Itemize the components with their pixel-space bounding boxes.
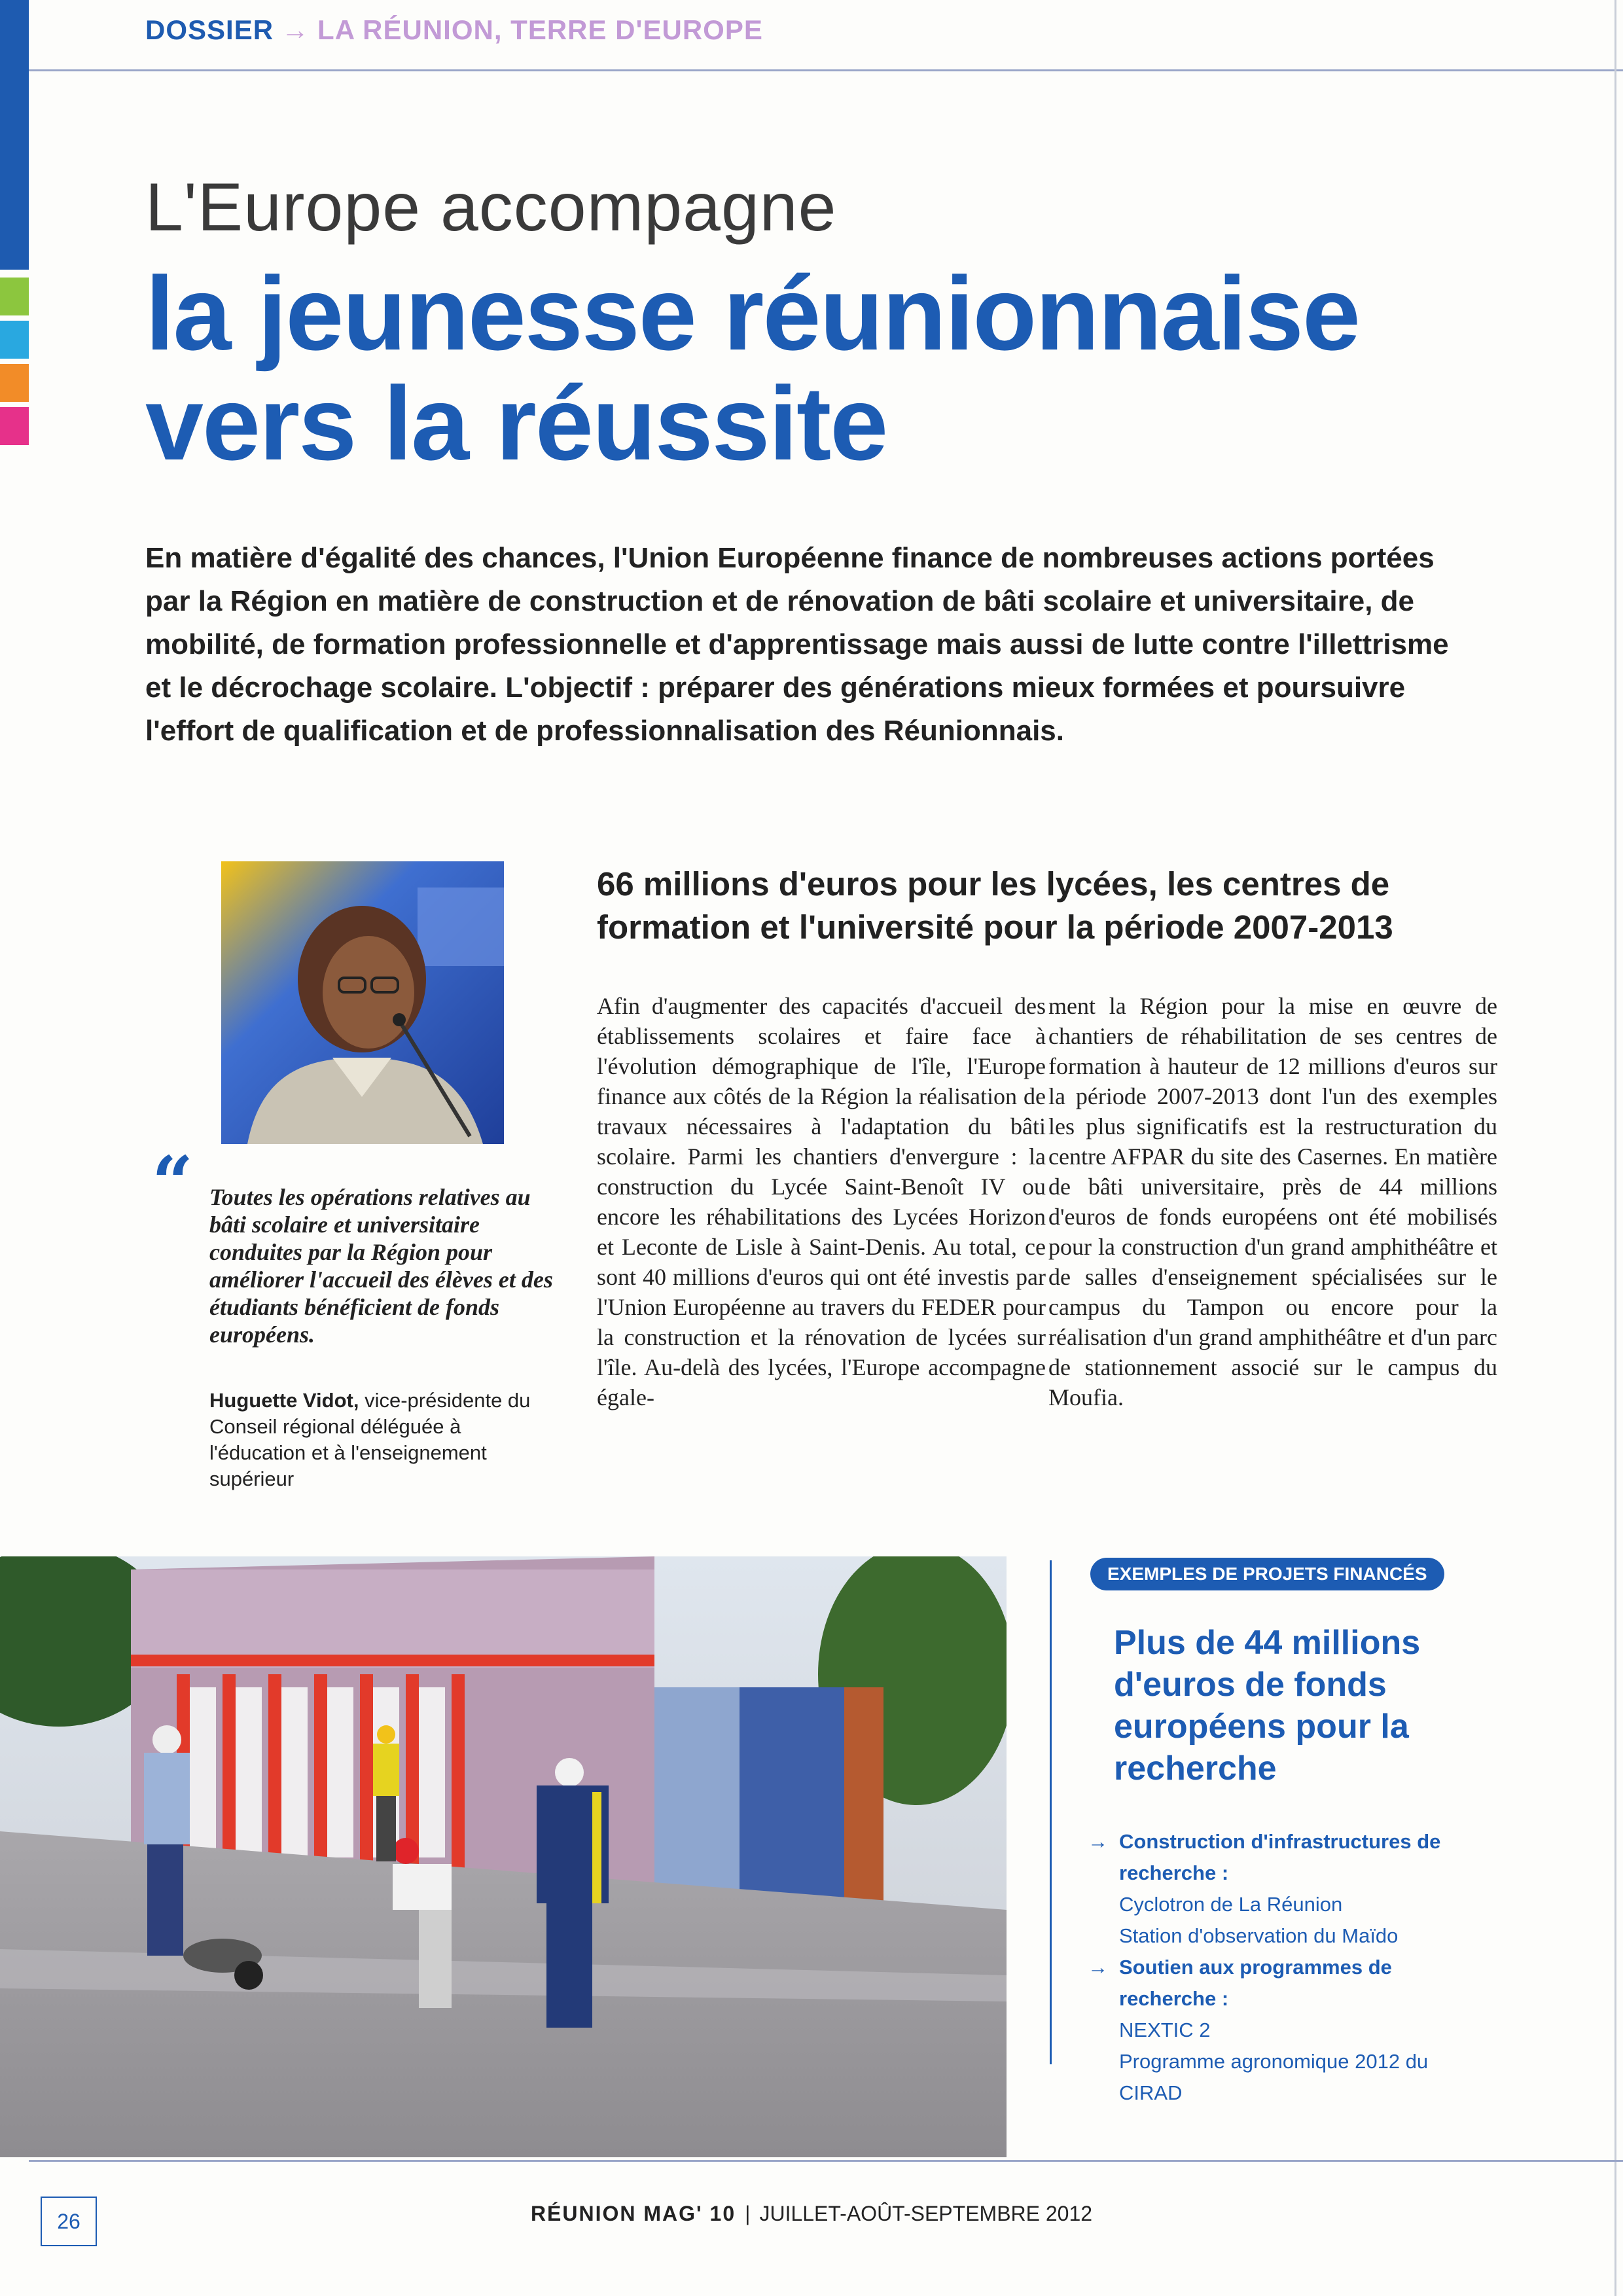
sidebar-list — [1088, 1826, 1467, 2109]
header-rule — [29, 69, 1623, 71]
quote-mark-icon: “ — [152, 1140, 194, 1225]
sidebar-item-infrastructures — [1088, 1826, 1467, 1952]
page-number: 26 — [41, 2197, 97, 2246]
sidebar-item-line: NEXTIC 2 — [1119, 2018, 1211, 2041]
construction-site-photo — [0, 1556, 1007, 2157]
color-strip-pink — [0, 407, 29, 445]
sidebar-badge: EXEMPLES DE PROJETS FINANCÉS — [1090, 1558, 1444, 1590]
portrait-photo — [221, 861, 504, 1144]
footer-masthead — [0, 2202, 1623, 2226]
lead-paragraph: En matière d'égalité des chances, l'Union Européenne finance de nombreuses actions portées par la Région en matière de construction et de rénovation de bâti scolaire et universitaire, de mobilité, de formation professionnelle et d'apprentissage mais aussi de lutte contre l'illettrisme et le décrochage scolaire. L'objectif : préparer des générations mieux formées et poursuivre l'effort de qualification et de professionnalisation des Réunionnais. — [145, 542, 1449, 747]
pull-quote: Toutes les opérations relatives au bâti scolaire et universitaire conduites par la Région pour améliorer l'accueil des élèves et des étudiants bénéficient de fonds européens. — [209, 1184, 553, 1348]
magazine-name: RÉUNION MAG' 10 — [530, 2202, 736, 2225]
sidebar-item-heading: Construction d'infrastructures de recherche : — [1119, 1830, 1441, 1884]
quote-author-role: vice-présidente du Conseil régional déléguée à l'éducation et à l'enseignement supérieur — [209, 1389, 531, 1490]
construction-site-image — [0, 1556, 1007, 2157]
sidebar-item-line: Cyclotron de La Réunion — [1119, 1893, 1343, 1916]
issue-date: JUILLET-AOÛT-SEPTEMBRE 2012 — [759, 2202, 1093, 2225]
sidebar-item-heading: Soutien aux programmes de recherche : — [1119, 1956, 1392, 2010]
color-strip-blue — [0, 0, 29, 270]
sidebar-item-programmes — [1088, 1952, 1467, 2109]
quote-author-name: Huguette Vidot, — [209, 1389, 359, 1412]
footer-rule — [29, 2160, 1623, 2162]
sidebar-rule — [1050, 1560, 1052, 2064]
subsection-label: LA RÉUNION, TERRE D'EUROPE — [317, 14, 763, 45]
title-line-3: vers la réussite — [145, 365, 887, 482]
color-strip-cyan — [0, 321, 29, 359]
quote-attribution — [209, 1388, 563, 1492]
arrow-right-icon: → — [1088, 1956, 1108, 1979]
article-subheading: 66 millions d'euros pour les lycées, les centres de formation et l'université pour la période 2007-2013 — [597, 865, 1393, 946]
footer-separator: | — [745, 2202, 751, 2225]
color-strip-orange — [0, 364, 29, 402]
title-line-1: L'Europe accompagne — [145, 170, 837, 245]
section-label: DOSSIER — [145, 14, 274, 45]
article-column-1: Afin d'augmenter des capacités d'accueil des établissements scolaires et faire face à l'évolution démographique de l'île, l'Europe finance aux côtés de la Région la réalisation de travaux nécessaires à l'adaptation du bâti scolaire. Parmi les chantiers d'envergure : la construction du Lycée Saint-Benoît IV ou encore les réhabilitations des Lycées Horizon et Leconte de Lisle à Saint-Denis. Au total, ce sont 40 millions d'euros qui ont été investis par l'Union Européenne au travers du FEDER pour la construction et la rénovation de lycées sur l'île. Au-delà des lycées, l'Europe accompagne égale- — [597, 993, 1046, 1410]
section-breadcrumb — [145, 14, 763, 46]
article-column-2: ment la Région pour la mise en œuvre de chantiers de réhabilitation de ses centres de formation à hauteur de 12 millions d'euros sur la période 2007-2013 dont l'un des exemples les plus significatifs est la restructuration du centre AFPAR du site des Casernes. En matière de bâti universitaire, près de 44 millions d'euros de fonds européens ont été mobilisés pour la construction d'un grand amphithéâtre et de salles d'enseignement spécialisées sur le campus du Tampon ou encore pour la réalisation d'un grand amphithéâtre et d'un parc de stationnement associé sur le campus du Moufia. — [1048, 993, 1497, 1410]
sidebar-item-line: Station d'observation du Maïdo — [1119, 1924, 1399, 1947]
color-strip-green — [0, 278, 29, 315]
sidebar-title: Plus de 44 millions d'euros de fonds européens pour la recherche — [1114, 1624, 1421, 1787]
portrait-image — [221, 861, 504, 1144]
page-edge-rule — [1614, 0, 1616, 2296]
title-line-2: la jeunesse réunionnaise — [145, 255, 1359, 372]
arrow-right-icon: → — [1088, 1830, 1108, 1853]
sidebar-item-line: Programme agronomique 2012 du CIRAD — [1119, 2050, 1429, 2104]
title-main — [145, 255, 1359, 482]
arrow-right-icon: → — [281, 14, 310, 45]
